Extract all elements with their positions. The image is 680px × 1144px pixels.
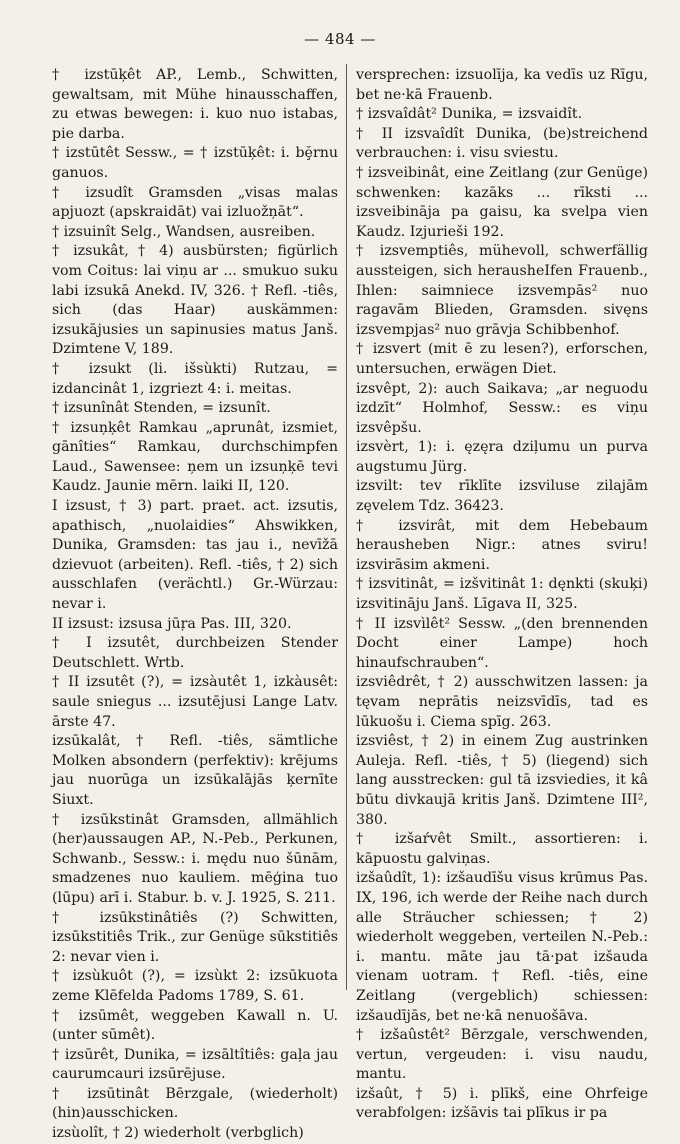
dictionary-entry: † izsùkuôt (?), = izsùkt 2: izsūkuota zeme Klēfelda Padoms 1789, S. 61. — [52, 968, 338, 1004]
right-column — [356, 66, 648, 1124]
dictionary-entry: † izsveibinât, eine Zeitlang (zur Genüge) schwenken: kazāks ... rīksti ... izsveibināja pa gaisu, ka svelpa vien Kaudz. Izjurieši 192. — [356, 164, 648, 240]
dictionary-entry: † izšaŕvêt Smilt., assortieren: i. kāpuostu galviņas. — [356, 831, 648, 867]
dictionary-entry: † II izsvìlêt² Sessw. „(den brennenden Docht einer Lampe) hoch hinaufschrauben“. — [356, 615, 648, 671]
dictionary-entry: izsvilt: tev rīklīte izsviluse zilajām zęvelem Tdz. 36423. — [356, 478, 648, 515]
dictionary-entry: † izsvirât, mit dem Hebebaum herausheben Nigr.: atnes sviru! izsvirāsim akmeni. — [356, 517, 648, 573]
dictionary-entry: izsùolît, † 2) wiederholt (verbglich) — [52, 1125, 304, 1142]
dictionary-entry: † izsvert (mit ē zu lesen?), erforschen, untersuchen, erwägen Diet. — [356, 341, 648, 377]
column-divider — [346, 64, 347, 990]
dictionary-entry: izsviêst, † 2) in einem Zug austrinken Auleja. Refl. -tiês, † 5) (liegend) sich lang ausstrecken: gul tā izsviedies, it kâ būtu divkaujā kritis Janš. Dzimtene III², 380. — [356, 733, 648, 828]
dictionary-entry: † izsvaîdât² Dunika, = izsvaidît. — [356, 106, 583, 123]
dictionary-entry: † izsvitinât, = izšvitinât 1: dęnkti (skuķi) izsvitināju Janš. Līgava II, 325. — [356, 576, 648, 613]
dictionary-entry: † izšaûstêt² Bērzgale, verschwenden, vertun, vergeuden: i. visu naudu, mantu. — [356, 1027, 648, 1083]
dictionary-entry: † izsūkstinât Gramsden, allmählich (her)aussaugen AP., N.-Peb., Perkunen, Schwanb., Sessw.: i. mędu nuo šūnām, smadzenes nuo kauliem. mēģina tuo (lūpu) arī i. Stabur. b. v. J. 1925, S. 211. — [52, 811, 338, 906]
page-number: — 484 — — [304, 30, 376, 48]
dictionary-entry: izsviêdrêt, † 2) ausschwitzen lassen: ja tęvam neprātis neizsvīdīs, tad es lūkuošu i. Ciema spīg. 263. — [356, 674, 648, 730]
dictionary-entry: † izsuinît Selg., Wandsen, ausreiben. — [52, 223, 316, 240]
dictionary-entry: † izsuņķêt Ramkau „aprunât, izsmiet, gānîties“ Ramkau, durchschimpfen Laud., Sawensee: ņem un izsuņķē tevi Kaudz. Jaunie mērn. laiki II, 120. — [52, 419, 338, 495]
dictionary-entry: † izsūtinât Bērzgale, (wiederholt) (hin)ausschicken. — [52, 1085, 338, 1122]
dictionary-entry: izsūkalât, † Refl. -tiês, sämtliche Molken absondern (perfektiv): krējums jau nuorūga un izsūkalājās ķernīte Siuxt. — [52, 733, 338, 808]
left-column — [52, 66, 338, 1144]
dictionary-entry: izsvêpt, 2): auch Saikava; „ar neguodu izdzīt“ Holmhof, Sessw.: es viņu izsvêpšu. — [356, 380, 648, 436]
dictionary-entry: † II izsutêt (?), = izsàutêt 1, izkàusêt: saule sniegus ... izsutējusi Lange Latv. ārste 47. — [52, 674, 338, 730]
dictionary-entry: † izsukât, † 4) ausbürsten; figürlich vom Coitus: lai viņu ar ... smukuo suku labi izsukā Anekd. IV, 326. † Refl. -tiês, sich (das Haar) auskämmen: izsukājusies un sapinusies matus Janš. Dzimtene V, 189. — [52, 243, 338, 358]
dictionary-entry: † II izsvaîdît Dunika, (be)streichend verbrauchen: i. visu sviestu. — [356, 125, 648, 162]
dictionary-entry: I izsust, † 3) part. praet. act. izsutis, apathisch, „nuolaidies“ Ahswikken, Dunika, Gramsden: tas jau i., nevīžā dzievuot (arbeiten). Refl. -tiês, † 2) sich ausschlafen (verächtl.) Gr.-Würzau: nevar i. — [52, 498, 338, 613]
dictionary-entry: † izsvemptiês, mühevoll, schwerfällig aussteigen, sich herausheIfen Frauenb., Ihlen: saimniece izsvempās² nuo ragavām Blieden, Gramsden. sivęns izsvempjas² nuo grāvja Schibbenhof. — [356, 243, 648, 338]
dictionary-entry: † izstūķêt AP., Lemb., Schwitten, gewaltsam, mit Mühe hinausschaffen, zu etwas bewegen: i. kuo nuo istabas, pie darba. — [52, 67, 338, 142]
dictionary-entry: † izsūrêt, Dunika, = izsāltîtiês: gaļa jau caurumcauri izsūrējuse. — [52, 1046, 338, 1083]
dictionary-entry: versprechen: izsuolīja, ka vedīs uz Rīgu, bet ne·kā Frauenb. — [356, 67, 648, 103]
dictionary-entry: II izsust: izsusa jūŗa Pas. III, 320. — [52, 615, 292, 632]
dictionary-entry: † izsukt (li. išsùkti) Rutzau, = izdancinât 1, izgriezt 4: i. meitas. — [52, 360, 338, 397]
dictionary-entry: † izsunînât Stenden, = izsunît. — [52, 400, 271, 417]
dictionary-entry: izšaût, † 5) i. plīkš, eine Ohrfeige verabfolgen: izšāvis tai plīkus ir pa — [356, 1085, 648, 1122]
dictionary-entry: † izsūmêt, weggeben Kawall n. U. (unter sūmêt). — [52, 1007, 338, 1044]
dictionary-entry: † izsudît Gramsden „visas malas apjuozt (apskraidāt) vai izluožņāt“. — [52, 184, 338, 221]
dictionary-entry: † izstūtêt Sessw., = † izstūķêt: i. bḝrnu ganuos. — [52, 145, 338, 181]
dictionary-entry: † izsūkstinâtiês (?) Schwitten, izsūkstitiês Trik., zur Genüge sūkstitiês 2: nevar vien i. — [52, 909, 338, 965]
dictionary-entry: † I izsutêt, durchbeizen Stender Deutschlett. Wrtb. — [52, 635, 338, 671]
dictionary-entry: izsvèrt, 1): i. ęzęra dziļumu un purva augstumu Jürg. — [356, 439, 648, 475]
dictionary-entry: izšaûdît, 1): izšaudīšu visus krūmus Pas. IX, 196, ich werde der Reihe nach durch alle Sträucher schiessen; † 2) wiederholt weggeben, verteilen N.-Peb.: i. mantu. māte jau tā·pat izšauda vienam uotram. † Refl. -tiês, eine Zeitlang (vergeblich) schiessen: izšaudījās, bet ne·kā nenuošāva. — [356, 870, 648, 1024]
